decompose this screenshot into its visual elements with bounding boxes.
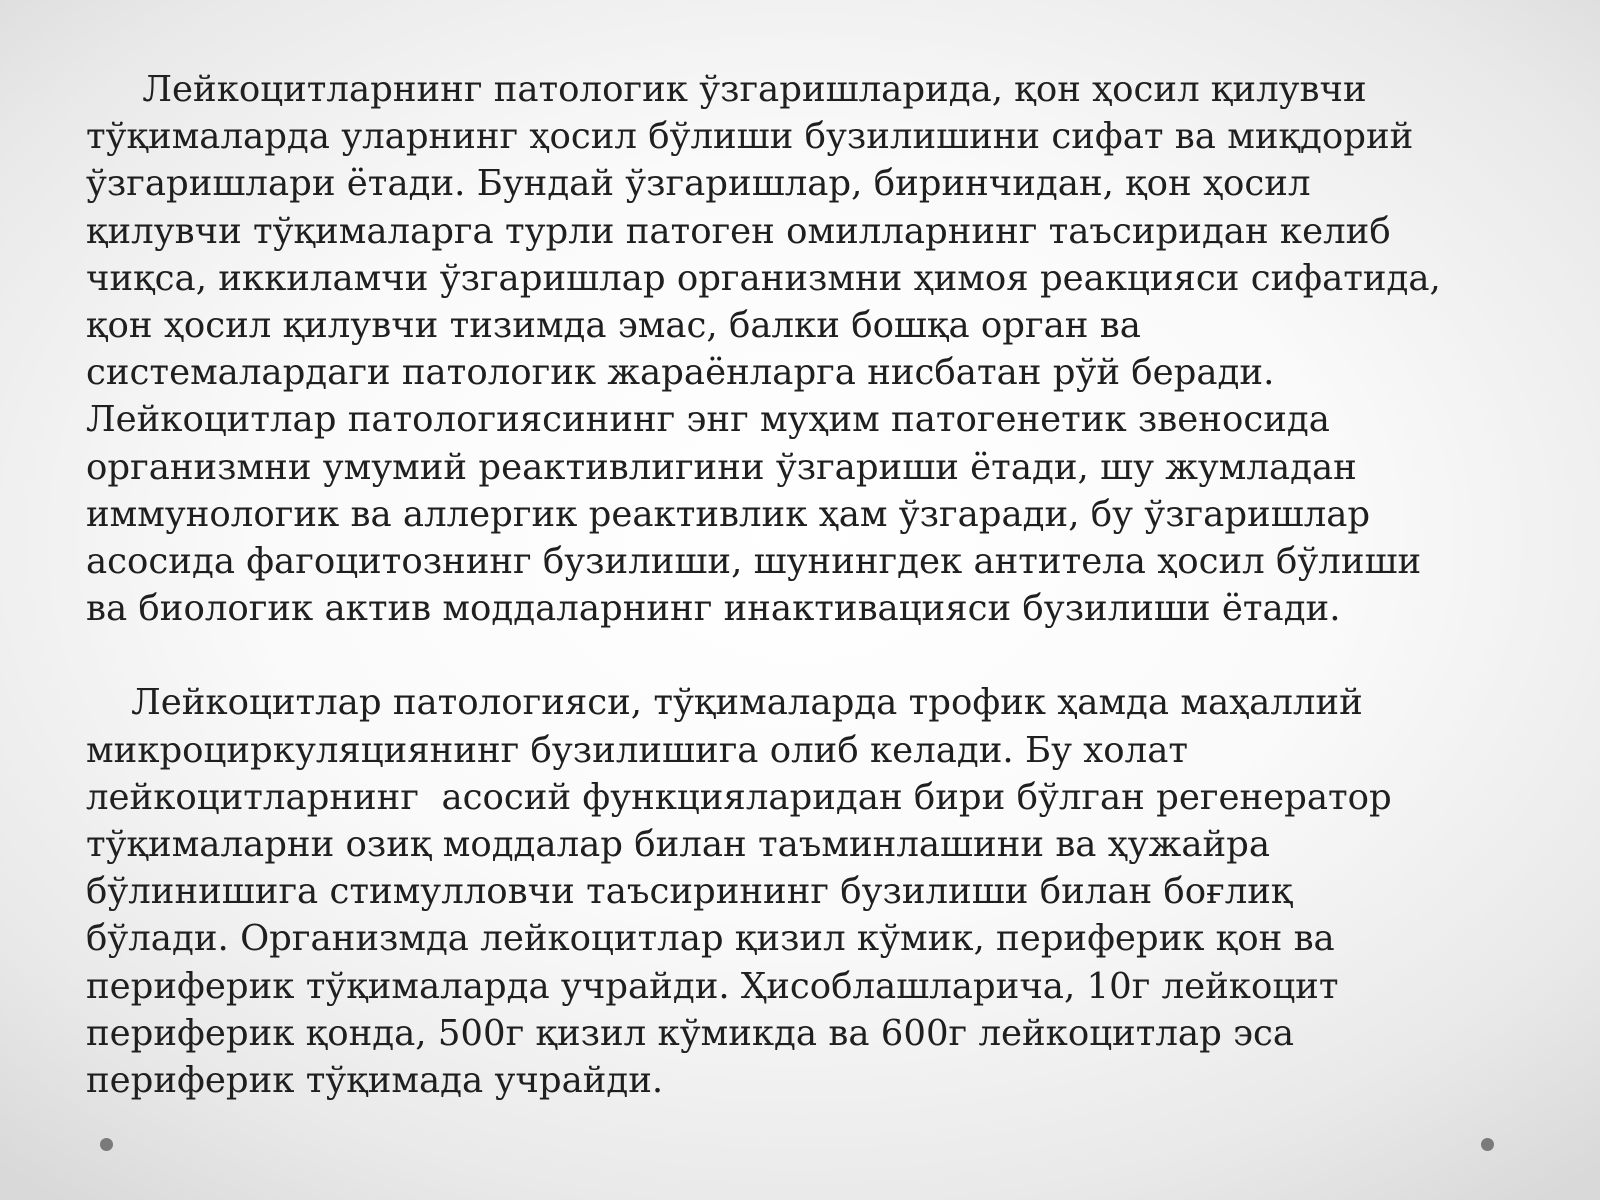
text-line: қилувчи тўқималарга турли патоген омилларнинг таъсиридан келиб — [86, 210, 1391, 252]
text-line: системалардаги патологик жараёнларга нисбатан рўй беради. — [86, 352, 1275, 394]
text-line: бўлади. Организмда лейкоцитлар қизил кўмик, периферик қон ва — [86, 918, 1335, 960]
paragraph-2 — [86, 679, 1586, 1104]
footer-dot-left-icon — [100, 1138, 113, 1151]
paragraph-1 — [86, 66, 1586, 632]
text-line: периферик тўқималарда учрайди. Ҳисоблашларича, 10г лейкоцит — [86, 965, 1339, 1007]
text-line: тўқималарни озиқ моддалар билан таъминлашини ва ҳужайра — [86, 824, 1271, 866]
text-line: чиқса, иккиламчи ўзгаришлар организмни ҳимоя реакцияси сифатида, — [86, 257, 1441, 299]
footer-dot-right-icon — [1481, 1138, 1494, 1151]
text-line: тўқималарда уларнинг ҳосил бўлиши бузилишини сифат ва миқдорий — [86, 116, 1414, 158]
text-line: микроциркуляциянинг бузилишига олиб келади. Бу холат — [86, 729, 1189, 771]
text-line: қон ҳосил қилувчи тизимда эмас, балки бошқа орган ва — [86, 305, 1141, 347]
text-line: иммунологик ва аллергик реактивлик ҳам ўзгаради, бу ўзгаришлар — [86, 493, 1371, 535]
slide-text-body — [86, 66, 1586, 1104]
text-line: Лейкоцитларнинг патологик ўзгаришларида, қон ҳосил қилувчи — [86, 69, 1367, 110]
text-line: периферик тўқимада учрайди. — [86, 1060, 664, 1102]
text-line: Лейкоцитлар патологияси, тўқималарда трофик ҳамда маҳаллий — [86, 682, 1363, 724]
text-line: ўзгаришлари ётади. Бундай ўзгаришлар, биринчидан, қон ҳосил — [86, 163, 1311, 205]
text-line: ва биологик актив моддаларнинг инактивацияси бузилиши ётади. — [86, 588, 1341, 630]
text-line: периферик қонда, 500г қизил кўмикда ва 600г лейкоцитлар эса — [86, 1012, 1295, 1054]
text-line: лейкоцитларнинг асосий функцияларидан бири бўлган регенератор — [86, 776, 1392, 818]
text-line: бўлинишига стимулловчи таъсирининг бузилиши билан боғлиқ — [86, 871, 1293, 913]
text-line: организмни умумий реактивлигини ўзгариши ётади, шу жумладан — [86, 446, 1357, 488]
text-line: асосида фагоцитознинг бузилиши, шунингдек антитела ҳосил бўлиши — [86, 541, 1422, 583]
text-line: Лейкоцитлар патологиясининг энг муҳим патогенетик звеносида — [86, 399, 1330, 441]
paragraph-spacer — [86, 632, 1586, 679]
